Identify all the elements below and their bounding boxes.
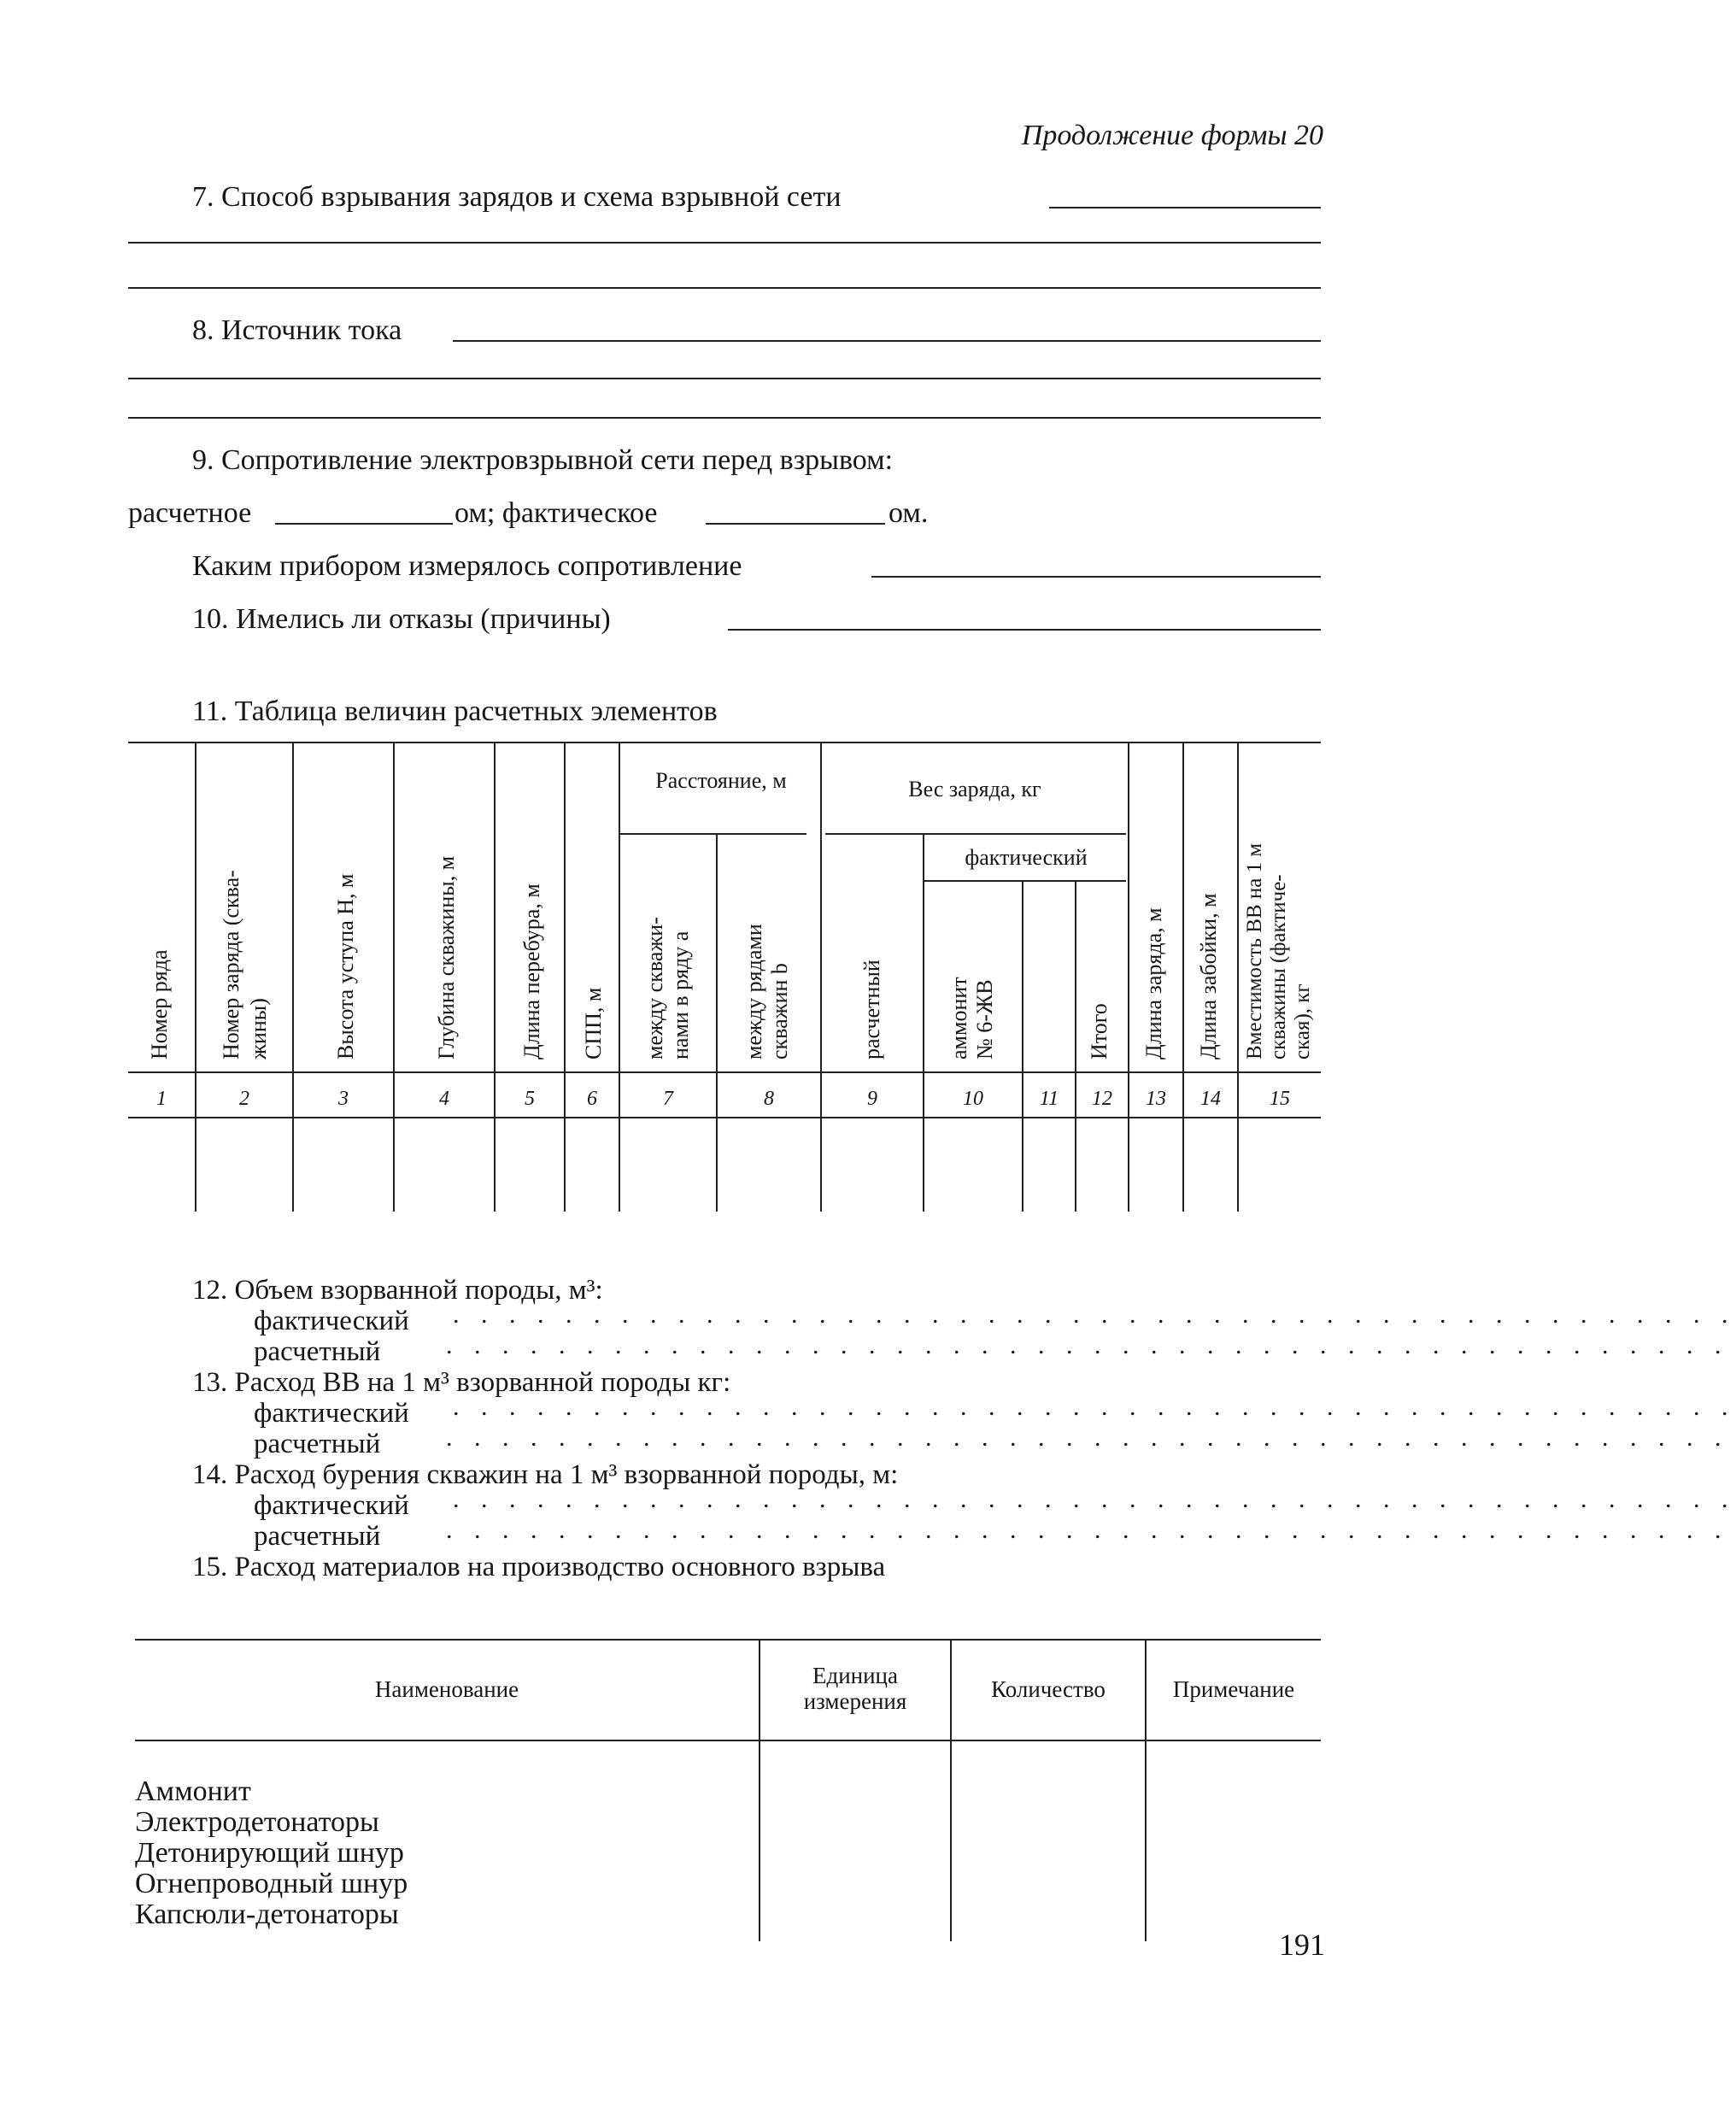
- item-7-label: 7. Способ взрывания зарядов и схема взрывной сети: [192, 181, 842, 213]
- item-8-label: 8. Источник тока: [192, 314, 402, 346]
- item-9-label: 9. Сопротивление электровзрывной сети перед взрывом:: [192, 444, 894, 476]
- col-sep: [1075, 880, 1076, 1212]
- header-spp: СПП, м: [581, 987, 606, 1060]
- item-13-label: 13. Расход ВВ на 1 м³ взорванной породы кг:: [192, 1367, 731, 1398]
- materials-row-safety-fuse: Огнепроводный шнур: [135, 1868, 408, 1899]
- item-9-calc-label: расчетное: [128, 497, 252, 529]
- item-10-label: 10. Имелись ли отказы (причины): [192, 603, 611, 635]
- item-9-om-fact-label: ом; фактическое: [455, 497, 658, 529]
- header-charge-number-a: Номер заряда (сква-: [219, 870, 243, 1060]
- dot-leader: . . . . . . . . . . . . . . . . . . . . . . . . . . . . . . . . . . . . . . . . . . . . . .: [453, 1393, 1736, 1421]
- item-14-fact-label: фактический: [254, 1490, 409, 1521]
- item-13-calc-label: расчетный: [254, 1429, 381, 1459]
- col-number: 2: [239, 1088, 249, 1110]
- table-header-bottom-rule: [128, 1071, 1321, 1073]
- item-10-fill-line[interactable]: [728, 629, 1321, 631]
- col-number: 3: [338, 1088, 349, 1110]
- item-7-blank-line-2[interactable]: [128, 287, 1321, 289]
- header-total: Итого: [1087, 1003, 1111, 1060]
- header-calculated-weight: расчетный: [859, 960, 884, 1060]
- header-row-number: Номер ряда: [147, 949, 172, 1060]
- col-sep: [494, 743, 496, 1212]
- table-number-row-rule: [128, 1117, 1321, 1118]
- col-sep: [292, 743, 294, 1212]
- item-12-label: 12. Объем взорванной породы, м³:: [192, 1275, 603, 1306]
- materials-header-note: Примечание: [1172, 1676, 1295, 1702]
- header-spacing-b: нами в ряду a: [668, 930, 693, 1060]
- fact-group-rule: [924, 880, 1126, 882]
- col-number: 6: [587, 1088, 597, 1110]
- item-14-label: 14. Расход бурения скважин на 1 м³ взорванной породы, м:: [192, 1459, 899, 1490]
- header-stemming-length: Длина забойки, м: [1196, 893, 1221, 1060]
- col-sep: [923, 833, 924, 1212]
- header-capacity-c: ская), кг: [1291, 983, 1314, 1060]
- materials-row-blasting-caps: Капсюли-детонаторы: [135, 1899, 399, 1930]
- col-number: 15: [1270, 1088, 1290, 1110]
- col-number: 7: [663, 1088, 673, 1110]
- col-sep: [1022, 880, 1023, 1212]
- col-sep: [1182, 743, 1184, 1212]
- dot-leader: . . . . . . . . . . . . . . . . . . . . . . . . . . . . . . . . . . . . . . . . . . . . . .: [453, 1485, 1736, 1513]
- materials-top-rule: [135, 1639, 1321, 1641]
- col-number: 12: [1092, 1088, 1112, 1110]
- materials-header-rule: [135, 1740, 1321, 1741]
- header-weight-group: Вес заряда, кг: [908, 777, 1041, 801]
- col-number: 11: [1039, 1088, 1059, 1110]
- item-14-calc-label: расчетный: [254, 1521, 381, 1552]
- header-hole-depth: Глубина скважины, м: [434, 855, 459, 1060]
- header-charge-length: Длина заряда, м: [1141, 907, 1166, 1060]
- header-burden-a: между рядами: [742, 924, 766, 1060]
- col-sep: [1237, 743, 1239, 1212]
- dot-leader: . . . . . . . . . . . . . . . . . . . . . . . . . . . . . . . . . . . . . . . . . . . . . .: [446, 1331, 1729, 1359]
- item-7-fill-line[interactable]: [1049, 207, 1321, 208]
- item-9-device-fill[interactable]: [871, 576, 1321, 578]
- col-number: 14: [1200, 1088, 1221, 1110]
- materials-header-unit-a: Единица: [812, 1663, 898, 1688]
- item-9-om-label: ом.: [889, 497, 929, 529]
- col-number: 9: [867, 1088, 877, 1110]
- distance-group-rule: [620, 833, 806, 835]
- dot-leader: . . . . . . . . . . . . . . . . . . . . . . . . . . . . . . . . . . . . . . . . . . . . . .: [446, 1423, 1729, 1452]
- item-12-fact-label: фактический: [254, 1306, 409, 1336]
- col-sep: [619, 743, 620, 1212]
- header-ammonite-b: № 6-ЖВ: [972, 979, 997, 1060]
- materials-header-quantity: Количество: [991, 1676, 1106, 1702]
- col-sep: [564, 743, 566, 1212]
- col-number: 1: [156, 1088, 167, 1110]
- page-number: 191: [1279, 1928, 1325, 1962]
- header-capacity-b: скважины (фактиче-: [1267, 874, 1290, 1060]
- dot-leader: . . . . . . . . . . . . . . . . . . . . . . . . . . . . . . . . . . . . . . . . . . . . . .: [453, 1300, 1736, 1329]
- materials-row-detonating-cord: Детонирующий шнур: [135, 1837, 404, 1869]
- materials-header-name: Наименование: [374, 1676, 519, 1702]
- item-8-fill-line[interactable]: [453, 340, 1321, 342]
- col-number: 13: [1146, 1088, 1166, 1110]
- header-spacing-a: между скважи-: [642, 917, 667, 1060]
- col-sep: [716, 833, 718, 1212]
- item-7-blank-line-1[interactable]: [128, 242, 1321, 244]
- header-subdrill-length: Длина перебура, м: [519, 883, 544, 1060]
- materials-header-unit-b: измерения: [803, 1688, 907, 1714]
- col-sep: [1128, 743, 1129, 1212]
- col-number: 4: [439, 1088, 449, 1110]
- header-charge-number-b: жины): [246, 998, 271, 1060]
- item-8-blank-line-2[interactable]: [128, 417, 1321, 419]
- table-top-rule: [128, 742, 1321, 743]
- header-ammonite-a: аммонит: [947, 977, 971, 1060]
- item-15-label: 15. Расход материалов на производство основного взрыва: [192, 1552, 886, 1582]
- header-distance-group: Расстояние, м: [655, 768, 787, 793]
- dot-leader: . . . . . . . . . . . . . . . . . . . . . . . . . . . . . . . . . . . . . . . . . . . . . .: [446, 1516, 1729, 1544]
- col-sep: [393, 743, 395, 1212]
- item-8-blank-line-1[interactable]: [128, 378, 1321, 379]
- materials-row-ammonite: Аммонит: [135, 1776, 251, 1807]
- weight-group-rule: [825, 833, 1126, 835]
- item-12-calc-label: расчетный: [254, 1336, 381, 1367]
- item-9-calc-fill[interactable]: [275, 523, 453, 525]
- header-burden-b: скважин b: [767, 963, 792, 1060]
- header-fact-group: фактический: [965, 845, 1088, 870]
- col-number: 5: [525, 1088, 535, 1110]
- item-9-device-label: Каким прибором измерялось сопротивление: [192, 550, 742, 582]
- item-11-label: 11. Таблица величин расчетных элементов: [192, 696, 718, 727]
- col-sep: [820, 743, 822, 1212]
- item-9-fact-fill[interactable]: [706, 523, 885, 525]
- header-capacity-a: Вместимость ВВ на 1 м: [1243, 842, 1266, 1060]
- item-13-fact-label: фактический: [254, 1398, 409, 1429]
- col-sep: [195, 743, 196, 1212]
- header-bench-height: Высота уступа Н, м: [333, 873, 358, 1060]
- materials-row-electrodetonators: Электродетонаторы: [135, 1806, 379, 1838]
- col-number: 10: [963, 1088, 983, 1110]
- form-continuation-header: Продолжение формы 20: [1021, 120, 1323, 151]
- col-number: 8: [764, 1088, 774, 1110]
